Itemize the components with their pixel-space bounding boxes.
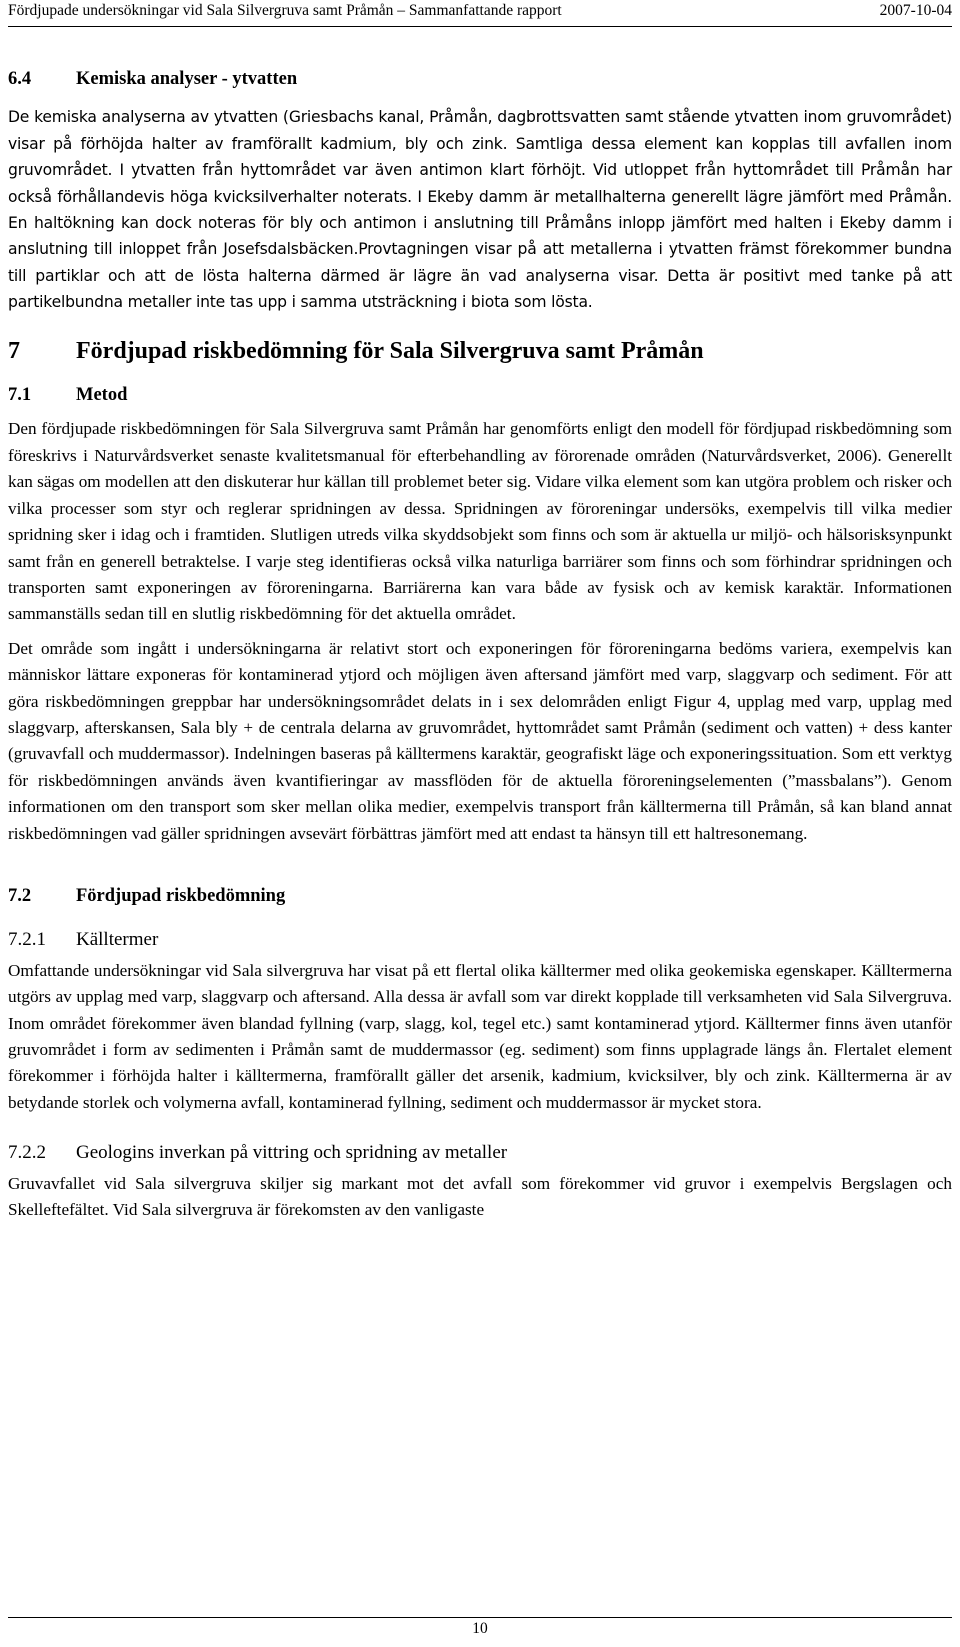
section-number: 7.2.2 bbox=[8, 1142, 46, 1164]
section-title: Källtermer bbox=[76, 929, 159, 951]
section-title: Metod bbox=[76, 385, 128, 406]
section-heading-7-2 bbox=[8, 883, 952, 909]
header-title: Fördjupade undersökningar vid Sala Silvergruva samt Pråmån – Sammanfattande rapport bbox=[8, 2, 562, 19]
header-date: 2007-10-04 bbox=[879, 2, 952, 19]
section-number: 7.2 bbox=[8, 885, 32, 906]
section-title: Kemiska analyser - ytvatten bbox=[76, 69, 298, 89]
page-content bbox=[8, 66, 952, 1223]
section-heading-6-4 bbox=[8, 66, 952, 92]
chapter-title: Fördjupad riskbedömning för Sala Silvergruva samt Pråmån bbox=[76, 337, 704, 364]
section-title: Geologins inverkan på vittring och spridning av metaller bbox=[76, 1142, 508, 1164]
section-number: 7.2.1 bbox=[8, 929, 46, 951]
chapter-number: 7 bbox=[8, 337, 20, 364]
paragraph-6-4: De kemiska analyserna av ytvatten (Griesbachs kanal, Pråmån, dagbrottsvatten samt stående ytvatten inom gruvområdet) visar på förhöjda halter av framförallt kadmium, bly och zink. Samtliga dessa element kan kopplas till avfallen inom gruvområdet. I ytvatten från hyttområdet var även antimon klart förhöjt. Vid utloppet från hyttområdet till Pråmån har också förhållandevis höga kvicksilverhalter noterats. I Ekeby damm är metallhalterna generellt lägre jämfört med Pråmån. En haltökning kan dock noteras för bly och antimon i anslutning till Pråmåns inlopp jämfört med halten i Ekeby damm i anslutning till inloppet från Josefsdalsbäcken.Provtagningen visar på att metallerna i ytvatten främst förekommer bundna till partiklar och att de lösta halterna därmed är lägre än vad analyserna visar. Detta är positivt med tanke på att partikelbundna metaller inte tas upp i samma utsträckning i biota som lösta. bbox=[8, 108, 952, 312]
running-header bbox=[8, 0, 952, 27]
section-heading-7-2-2 bbox=[8, 1140, 952, 1166]
footer-rule bbox=[8, 1617, 952, 1618]
section-title: Fördjupad riskbedömning bbox=[76, 885, 286, 906]
section-heading-7-2-1 bbox=[8, 927, 952, 953]
section-number: 6.4 bbox=[8, 69, 32, 89]
section-heading-7-1 bbox=[8, 382, 952, 408]
section-number: 7.1 bbox=[8, 385, 32, 406]
paragraph-7-1-b: Det område som ingått i undersökningarna är relativt stort och exponeringen för föroreningarna bedöms variera, exempelvis kan människor lättare exponeras för kontaminerad ytjord och möjligen även aftersand jämfört med varp, slaggvarp och sediment. För att göra riskbedömningen greppbar har undersökningsområdet delats in i sex delområden enligt Figur 4, upplag med varp, upplag med slaggvarp, afterskansen, Sala bly + de centrala delarna av gruvområdet, hyttområdet samt Pråmån (sediment och vatten) + dess kanter (gruvavfall och muddermassor). Indelningen baseras på källtermens karaktär, geografiskt läge och exponeringssituation. Som ett verktyg för riskbedömningen används även kvantifieringar av massflöden för de aktuella föroreningselementen (”massbalans”). Genom informationen om den transport som sker mellan olika medier, exempelvis transport från källtermerna till Pråmån, så kan bland annat riskbedömningen vad gäller spridningen avsevärt förbättras jämfört med att endast ta hänsyn till ett haltresonemang. bbox=[8, 638, 952, 843]
paragraph-7-2-1: Omfattande undersökningar vid Sala silvergruva har visat på ett flertal olika källtermer med olika geokemiska egenskaper. Källtermerna utgörs av upplag med varp, slaggvarp och aftersand. Alla dessa är avfall som var direkt kopplade till verksamheten vid Sala Silvergruva. Inom området förekommer även blandad fyllning (varp, slagg, kol, tegel etc.) samt kontaminerad ytjord. Källtermer finns även utanför gruvområdet i form av sedimenten i Pråmån samt de muddermassor (eg. sediment) som finns upplagrade längs ån. Flertalet element förekommer i förhöjda halter i källtermerna, framförallt gäller det arsenik, kadmium, kvicksilver, bly och zink. Källtermerna är av betydande storlek och volymerna avfall, kontaminerad fyllning, sediment och muddermassor är mycket stora. bbox=[8, 960, 952, 1112]
paragraph-7-2-2: Gruvavfallet vid Sala silvergruva skiljer sig markant mot det avfall som förekommer vid gruvor i exempelvis Bergslagen och Skelleftefältet. Vid Sala silvergruva är förekomsten av den vanligaste bbox=[8, 1173, 952, 1220]
paragraph-7-1-a: Den fördjupade riskbedömningen för Sala Silvergruva samt Pråmån har genomförts enligt den modell för fördjupad riskbedömning som föreskrivs i Naturvårdsverket senaste kvalitetsmanual för efterbehandling av förorenade områden (Naturvårdsverket, 2006). Generellt kan sägas om modellen att den diskuterar hur källan till problemet beter sig. Vidare vilka element som kan utgöra problem och risker och vilka processer som styr och reglerar spridningen av dessa. Spridningen av föroreningar undersöks, exempelvis till vilka medier spridning sker i idag och i framtiden. Slutligen utreds vilka skyddsobjekt som finns och som är aktuella ur miljö- och hälsorisksynpunkt samt från en generell betraktelse. I varje steg identifieras också vilka naturliga barriärer som finns och som förhindrar spridningen och transporten samt exponeringen av föroreningarna. Barriärerna kan vara både av fysisk och av kemisk karaktär. Informationen sammanställs sedan till en slutlig riskbedömning för det aktuella området. bbox=[8, 419, 952, 624]
chapter-heading-7 bbox=[8, 338, 952, 364]
page-number: 10 bbox=[472, 1620, 488, 1637]
